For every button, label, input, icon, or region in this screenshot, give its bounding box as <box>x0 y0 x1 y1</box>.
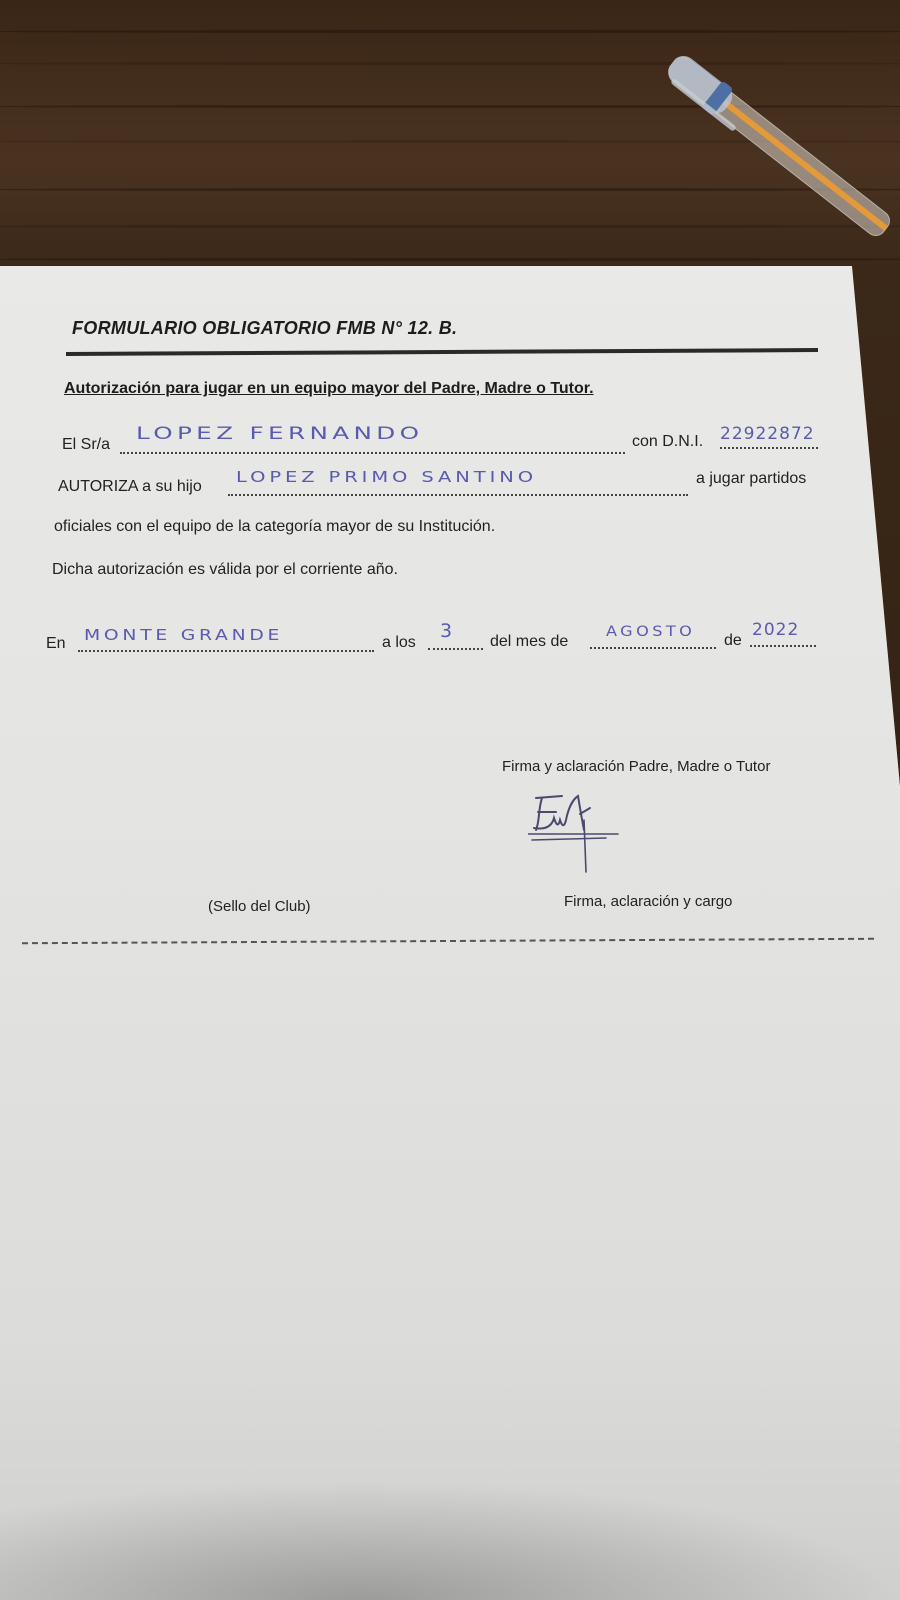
day-handwritten: 3 <box>440 620 456 642</box>
dni-dotted-line <box>720 447 818 449</box>
paper-sheet <box>0 266 900 1600</box>
en-label: En <box>46 635 66 652</box>
form-subtitle: Autorización para jugar en un equipo mayor del Padre, Madre o Tutor. <box>64 380 594 397</box>
day-dotted-line <box>428 648 483 650</box>
parent-signature-label: Firma y aclaración Padre, Madre o Tutor <box>502 758 771 775</box>
de-label: de <box>724 632 742 649</box>
sr-dotted-line <box>120 452 625 454</box>
oficiales-text: oficiales con el equipo de la categoría mayor de su Institución. <box>54 518 496 535</box>
place-dotted-line <box>78 650 374 652</box>
a-los-label: a los <box>382 634 416 651</box>
club-stamp-label: (Sello del Club) <box>208 898 311 915</box>
sr-label: El Sr/a <box>62 436 111 453</box>
place-handwritten: MONTE GRANDE <box>84 626 284 644</box>
shadow <box>0 1480 900 1600</box>
sr-handwritten-name: LOPEZ FERNANDO <box>136 424 424 444</box>
form-title: FORMULARIO OBLIGATORIO FMB N° 12. B. <box>72 318 458 338</box>
dni-handwritten: 22922872 <box>720 424 815 444</box>
autoriza-label: AUTORIZA a su hijo <box>58 478 202 495</box>
month-dotted-line <box>590 647 716 649</box>
dni-label: con D.N.I. <box>632 433 704 450</box>
year-handwritten: 2022 <box>752 620 800 640</box>
handwritten-signature <box>528 790 628 875</box>
month-handwritten: AGOSTO <box>606 624 696 640</box>
hijo-dotted-line <box>228 494 688 496</box>
jugar-partidos-text: a jugar partidos <box>696 470 807 487</box>
club-signature-label: Firma, aclaración y cargo <box>564 893 733 910</box>
validez-text: Dicha autorización es válida por el corriente año. <box>52 561 398 578</box>
ballpoint-pen <box>0 0 900 300</box>
year-dotted-line <box>750 645 816 647</box>
hijo-handwritten-name: LOPEZ PRIMO SANTINO <box>236 468 537 486</box>
mes-label: del mes de <box>490 633 569 650</box>
